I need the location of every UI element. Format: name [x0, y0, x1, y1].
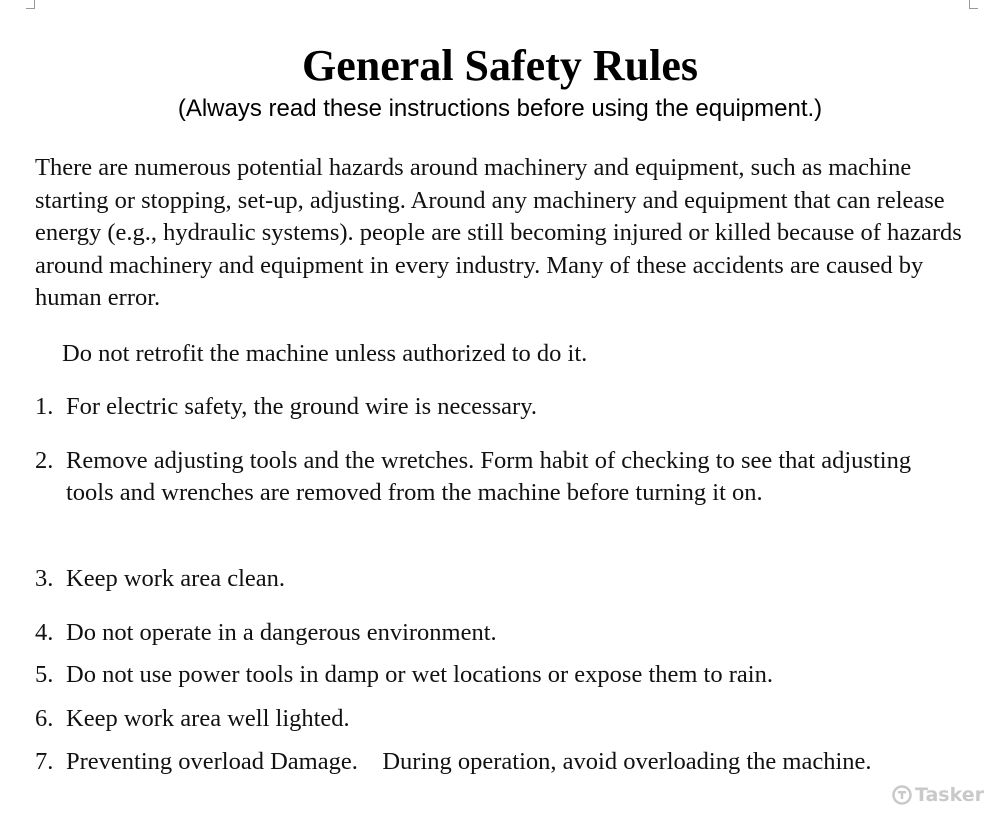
- rule-item: [35, 445, 945, 509]
- rule-number: 5.: [35, 661, 54, 688]
- tasker-logo-icon: [892, 785, 912, 805]
- rule-item: [35, 746, 945, 778]
- rule-item: [35, 703, 945, 735]
- rule-text: For electric safety, the ground wire is necessary.: [66, 393, 537, 420]
- intro-paragraph: There are numerous potential hazards around machinery and equipment, such as machine starting or stopping, set-up, adjusting. Around any machinery and equipment that can release energy (e.g., hydraulic systems). people are still becoming injured or killed because of hazards around machinery and equipment in every industry. Many of these accidents are caused by human error.: [35, 154, 962, 312]
- rule-number: 1.: [35, 393, 54, 420]
- rule-number: 7.: [35, 748, 54, 775]
- rule-number: 3.: [35, 565, 54, 592]
- rule-text: Keep work area well lighted.: [66, 705, 350, 732]
- rule-number: 2.: [35, 447, 54, 474]
- retrofit-note: Do not retrofit the machine unless authorized to do it.: [62, 340, 588, 367]
- rule-item: [35, 659, 945, 691]
- tasker-watermark: [892, 784, 984, 806]
- rule-number: 4.: [35, 619, 54, 646]
- page-subtitle: (Always read these instructions before using the equipment.): [177, 95, 823, 122]
- rule-item: [35, 617, 945, 649]
- rule-item: [35, 391, 945, 423]
- rule-text: Keep work area clean.: [66, 565, 286, 592]
- rule-text: Preventing overload Damage. During operation, avoid overloading the machine.: [66, 748, 872, 775]
- rule-text: Do not use power tools in damp or wet locations or expose them to rain.: [66, 661, 773, 688]
- rule-text: Do not operate in a dangerous environment.: [66, 619, 497, 646]
- page-title: General Safety Rules: [302, 41, 698, 90]
- watermark-text: Tasker: [914, 784, 984, 806]
- rule-text: Remove adjusting tools and the wretches. Form habit of checking to see that adjusting tools and wrenches are removed from the machine before turning it on.: [66, 447, 912, 506]
- rule-number: 6.: [35, 705, 54, 732]
- rule-item: [35, 563, 945, 595]
